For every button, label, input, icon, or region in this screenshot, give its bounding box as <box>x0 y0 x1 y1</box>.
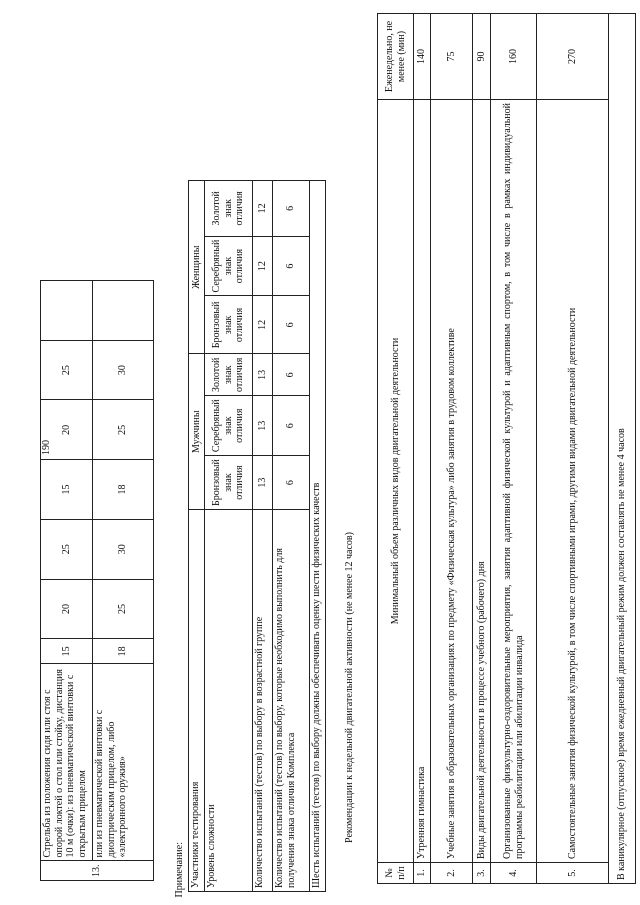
cell-value: 6 <box>273 354 309 396</box>
badge-gold-women: Золотой знак отличия <box>205 181 253 237</box>
shooting-value: 18 <box>93 460 154 520</box>
cell-value: 6 <box>273 456 309 510</box>
row-num: 4. <box>491 863 537 884</box>
cell-value: 6 <box>273 396 309 456</box>
badge-bronze-women: Бронзовый знак отличия <box>205 296 253 354</box>
shooting-table-section <box>40 280 153 881</box>
header-men: Мужчины <box>189 354 205 510</box>
table-row <box>473 14 491 884</box>
cell-value: 13 <box>252 456 272 510</box>
row-num: 5. <box>537 863 609 884</box>
row-text: Виды двигательной деятельности в процессе учебного (рабочего) дня <box>473 99 491 862</box>
cell-value: 6 <box>273 296 309 354</box>
shooting-value: 20 <box>41 400 93 460</box>
header-participants: Участники тестирования <box>189 510 205 892</box>
cell-value: 13 <box>252 354 272 396</box>
shooting-value: 15 <box>41 639 93 664</box>
table-row <box>537 14 609 884</box>
row-text: Самостоятельные занятия физической культурой, в том числе спортивными играми, другими видами двигательной деятельности <box>537 99 609 862</box>
cell-value: 12 <box>252 181 272 237</box>
complexity-footer: Шесть испытаний (тестов) по выбору должны обеспечивать оценку шести физических качеств <box>309 181 325 892</box>
row-value: 75 <box>431 14 473 100</box>
header-num: № п/п <box>378 863 414 884</box>
row-text: Учебные занятия в образовательных организациях по предмету «Физическая культура» либо занятия в трудовом коллективе <box>431 99 473 862</box>
cell-value: 12 <box>252 296 272 354</box>
row-num: 2. <box>431 863 473 884</box>
row-text: Утренняя гимнастика <box>414 99 431 862</box>
page-number: 190 <box>41 440 52 455</box>
shooting-value: 25 <box>41 519 93 579</box>
row-value: 140 <box>414 14 431 100</box>
shooting-value: 15 <box>41 460 93 520</box>
complexity-table <box>188 180 326 892</box>
header-level: Уровень сложности <box>205 510 253 892</box>
table-row <box>431 14 473 884</box>
row-text: Организованные физкультурно-оздоровительные мероприятия, занятия адаптивной физической культурой и адаптивным спортом, в том числе в рамках индивидуальной программы реабилитации или абилитации инвалида <box>491 99 537 862</box>
shooting-value: 25 <box>41 340 93 400</box>
table-row <box>309 181 325 892</box>
row-num: 3. <box>473 863 491 884</box>
cell-value: 6 <box>273 236 309 296</box>
shooting-value: 25 <box>93 400 154 460</box>
shooting-value: 30 <box>93 340 154 400</box>
shooting-row-b-text: или из пневматической винтовки с диоптрическим прицелом, либо «электронного оружия» <box>93 664 154 861</box>
shooting-value: 25 <box>93 579 154 639</box>
activity-footer: В каникулярное (отпускное) время ежедневный двигательный режим должен составлять не менее 4 часов <box>609 14 636 884</box>
row-value: 270 <box>537 14 609 100</box>
shooting-table <box>40 280 154 881</box>
row-label: Количество испытаний (тестов) по выбору в возрастной группе <box>252 510 272 892</box>
shooting-value: 18 <box>93 639 154 664</box>
badge-silver-men: Серебряный знак отличия <box>205 396 253 456</box>
table-row <box>252 181 272 892</box>
table-row <box>273 181 309 892</box>
activity-table <box>377 13 636 884</box>
table-row <box>609 14 636 884</box>
shooting-row-a-text: Стрельба из положения сидя или стоя с опорой локтей о стол или стойку, дистанция 10 м (очки): из пневматической винтовки с открытым прицелом <box>41 664 93 861</box>
complexity-table-section <box>188 180 326 892</box>
shooting-row-b <box>93 281 154 881</box>
row-num: 1. <box>414 863 431 884</box>
cell-value: 6 <box>273 181 309 237</box>
row-label: Количество испытаний (тестов) по выбору, которые необходимо выполнить для получения знака отличия Комплекса <box>273 510 309 892</box>
header-weekly: Еженедельно, не менее (мин) <box>378 14 414 100</box>
activity-table-section <box>377 13 635 884</box>
shooting-value: 20 <box>41 579 93 639</box>
header-women: Женщины <box>189 181 205 354</box>
header-activity: Минимальный объем различных видов двигательной деятельности <box>378 99 414 862</box>
shooting-row-a <box>41 281 93 881</box>
row-value: 90 <box>473 14 491 100</box>
cell-value: 13 <box>252 396 272 456</box>
row-value: 160 <box>491 14 537 100</box>
row-number: 13. <box>41 861 154 881</box>
shooting-value: 30 <box>93 519 154 579</box>
note-label: Примечание: <box>174 842 185 898</box>
cell-value: 12 <box>252 236 272 296</box>
table-row <box>491 14 537 884</box>
badge-gold-men: Золотой знак отличия <box>205 354 253 396</box>
badge-bronze-men: Бронзовый знак отличия <box>205 456 253 510</box>
badge-silver-women: Серебряный знак отличия <box>205 236 253 296</box>
recommendations-title: Рекомендации к недельной двигательной активности (не менее 12 часов) <box>344 532 355 843</box>
table-row <box>414 14 431 884</box>
